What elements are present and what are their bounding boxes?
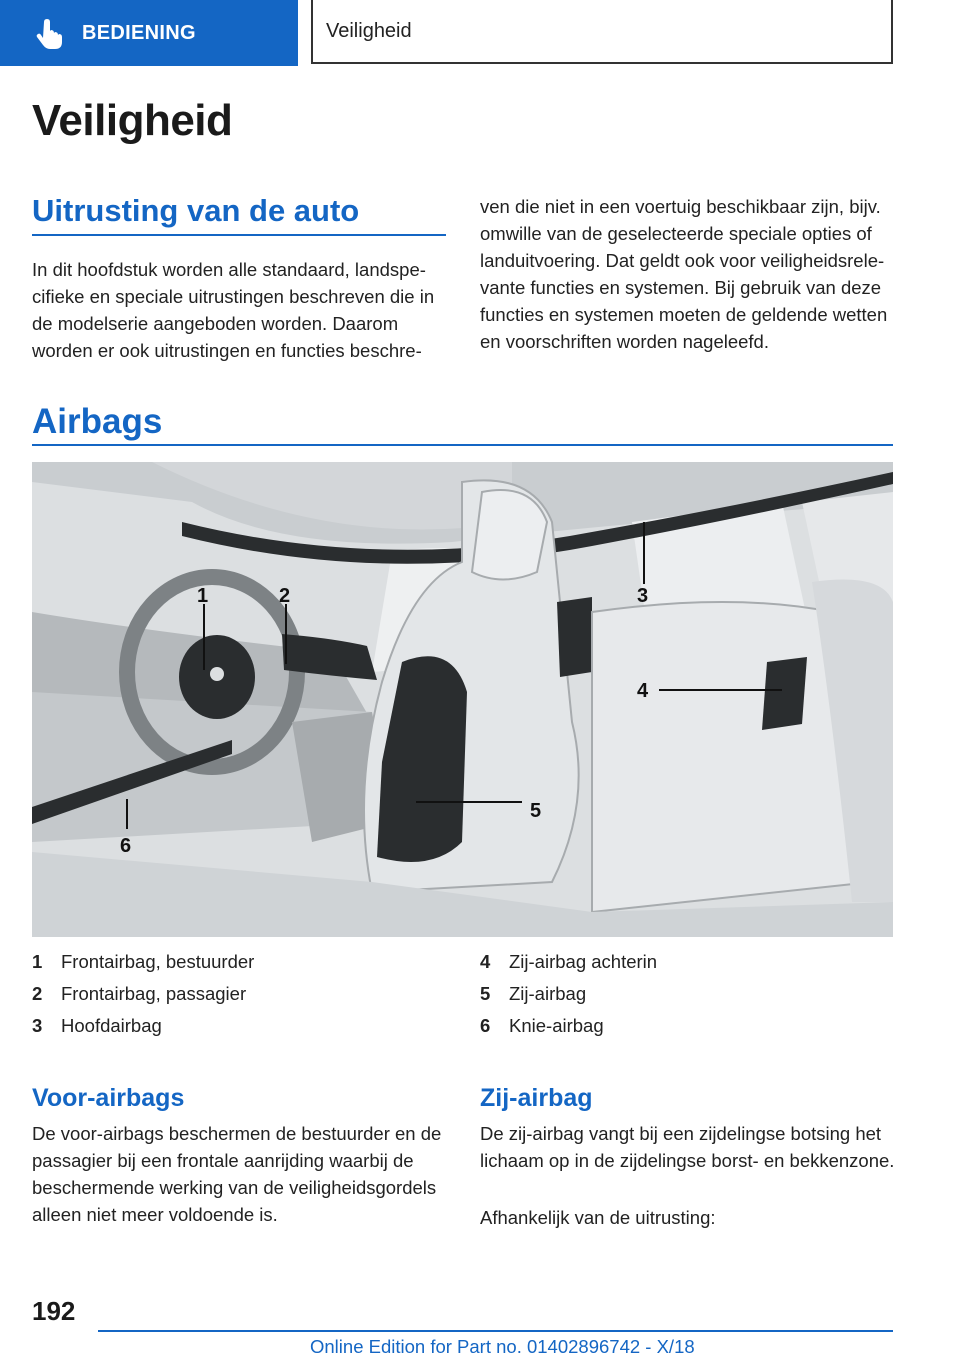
legend-label: Knie-airbag — [509, 1015, 604, 1036]
section-label: Veiligheid — [326, 19, 412, 42]
equipment-paragraph-left: In dit hoofdstuk worden alle standaard, landspecifieke en speciale uitrustingen beschreven die in de modelserie aangeboden worden. Daarom worden er ook uitrustingen en functies beschre- — [32, 259, 435, 361]
footer-rule — [98, 1330, 893, 1332]
page-number: 192 — [32, 1296, 76, 1326]
page-title: Veiligheid — [32, 96, 233, 145]
legend-number: 3 — [32, 1015, 43, 1036]
legend-left — [32, 946, 452, 1042]
section-title-airbags: Airbags — [32, 402, 163, 441]
front-airbags-paragraph: De voor-airbags beschermen de bestuurder en de passagier bij een frontale aanrijding waarbij de beschermende werking van de veiligheidsgordels alleen niet meer voldoende is. — [32, 1123, 442, 1225]
legend-item — [480, 946, 900, 978]
legend-item — [480, 978, 900, 1010]
callout-4: 4 — [637, 680, 649, 702]
section-title-equipment: Uitrusting van de auto — [32, 193, 360, 228]
legend-item — [32, 946, 452, 978]
callout-6: 6 — [120, 835, 132, 857]
chapter-label: BEDIENING — [82, 21, 196, 44]
equipment-paragraph-right: ven die niet in een voertuig beschikbaar zijn, bijv. omwille van de geselecteerde speciale opties of landuitvoering. Dat geldt ook voor veiligheidsrelevante functies en systemen. Bij gebruik van deze functies en systemen moeten de geldende wetten en voorschriften worden nageleefd. — [480, 196, 888, 352]
legend-label: Zij-airbag — [509, 983, 587, 1004]
side-airbag-paragraph: De zij-airbag vangt bij een zijdelingse botsing het lichaam op in de zijdelingse borst- en bekkenzone. — [480, 1123, 895, 1171]
legend-label: Frontairbag, bestuurder — [61, 951, 255, 972]
legend-right — [480, 946, 900, 1042]
legend-item — [32, 1010, 452, 1042]
legend-label: Zij-airbag achterin — [509, 951, 658, 972]
callout-2: 2 — [279, 585, 291, 607]
legend-item — [480, 1010, 900, 1042]
legend-label: Frontairbag, passagier — [61, 983, 247, 1004]
legend-number: 1 — [32, 951, 43, 972]
legend-number: 2 — [32, 983, 43, 1004]
header-chapter-tab[interactable] — [0, 0, 298, 66]
callout-5: 5 — [530, 800, 542, 822]
airbag-location-figure — [32, 462, 893, 937]
edition-footer: Online Edition for Part no. 01402896742 - X/18 — [310, 1336, 695, 1357]
subsection-title-side-airbag: Zij-airbag — [480, 1084, 593, 1112]
legend-number: 4 — [480, 951, 491, 972]
car-interior-illustration — [32, 462, 893, 937]
legend-label: Hoofdairbag — [61, 1015, 162, 1036]
legend-number: 5 — [480, 983, 491, 1004]
section-rule — [32, 234, 446, 236]
legend-number: 6 — [480, 1015, 491, 1036]
callout-1: 1 — [197, 585, 209, 607]
hand-pointer-icon — [32, 16, 66, 50]
header-section-box — [311, 0, 893, 64]
side-airbag-equipment-note: Afhankelijk van de uitrusting: — [480, 1207, 716, 1228]
subsection-title-front-airbags: Voor-airbags — [32, 1084, 185, 1112]
legend-item — [32, 978, 452, 1010]
callout-3: 3 — [637, 585, 649, 607]
section-rule — [32, 444, 893, 446]
